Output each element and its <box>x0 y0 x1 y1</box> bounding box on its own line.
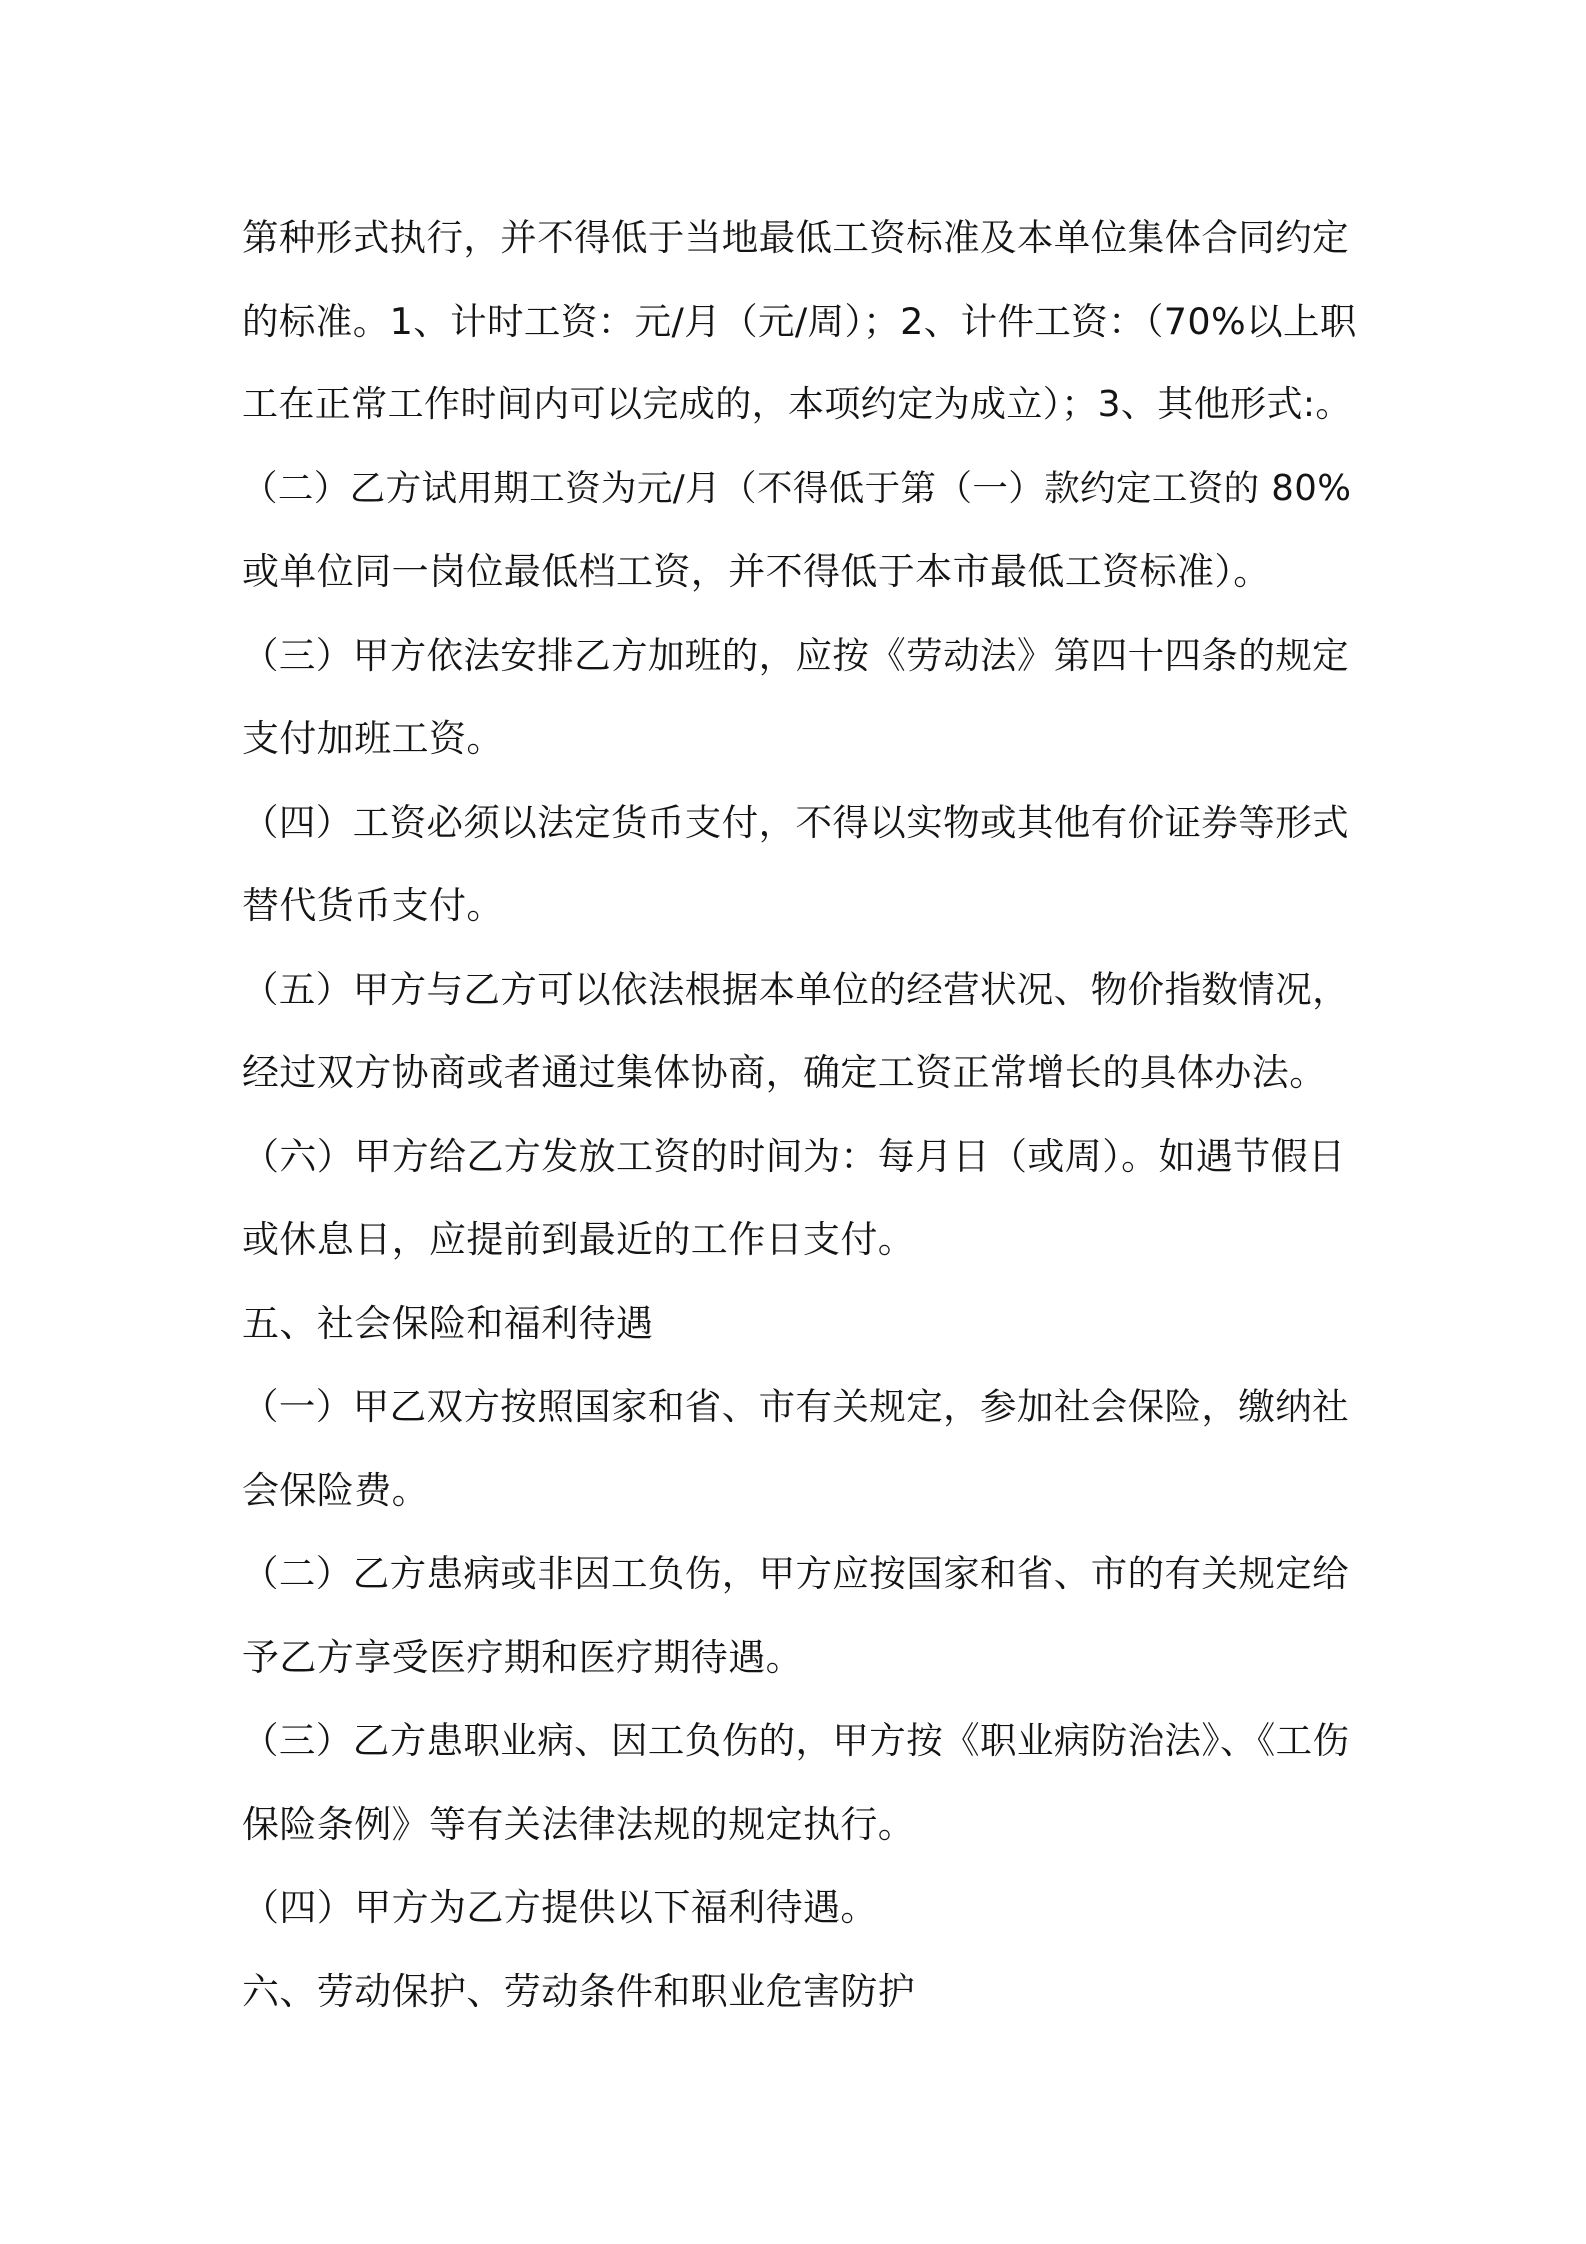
text-line: 工在正常工作时间内可以完成的，本项约定为成立）；3、其他形式:。 <box>242 384 1352 425</box>
document-body <box>242 196 1362 2033</box>
text-line: 予乙方享受医疗期和医疗期待遇。 <box>242 1635 803 1679</box>
text-line: （五）甲方与乙方可以依法根据本单位的经营状况、物价指数情况， <box>242 967 1349 1011</box>
text-line: 或单位同一岗位最低档工资，并不得低于本市最低工资标准）。 <box>242 550 1271 593</box>
text-line: （二）乙方试用期工资为元/月（不得低于第（一）款约定工资的 80% <box>242 467 1352 509</box>
text-line: 或休息日，应提前到最近的工作日支付。 <box>242 1218 916 1261</box>
text-line: （四）工资必须以法定货币支付，不得以实物或其他有价证券等形式 <box>242 800 1349 844</box>
section-heading: 五、社会保险和福利待遇 <box>242 1301 654 1345</box>
text-line: （三）乙方患职业病、因工负伤的，甲方按《职业病防治法》、《工伤 <box>242 1719 1350 1762</box>
text-line: 替代货币支付。 <box>242 884 504 927</box>
text-line: 第种形式执行，并不得低于当地最低工资标准及本单位集体合同约定 <box>242 216 1349 259</box>
text-line: （一）甲乙双方按照国家和省、市有关规定，参加社会保险，缴纳社 <box>242 1385 1349 1428</box>
text-line: （二）乙方患病或非因工负伤，甲方应按国家和省、市的有关规定给 <box>242 1552 1349 1595</box>
text-line: 经过双方协商或者通过集体协商，确定工资正常增长的具体办法。 <box>242 1051 1327 1094</box>
text-line: （六）甲方给乙方发放工资的时间为：每月日（或周）。如遇节假日 <box>242 1134 1346 1178</box>
text-line: （四）甲方为乙方提供以下福利待遇。 <box>242 1886 878 1929</box>
section-heading: 六、劳动保护、劳动条件和职业危害防护 <box>242 1969 916 2013</box>
text-line: 会保险费。 <box>242 1468 429 1512</box>
text-line: 保险条例》等有关法律法规的规定执行。 <box>242 1802 916 1846</box>
text-line: 的标准。1、计时工资：元/月（元/周）；2、计件工资：（70%以上职 <box>242 299 1357 343</box>
text-line: 支付加班工资。 <box>242 717 504 760</box>
text-line: （三）甲方依法安排乙方加班的，应按《劳动法》第四十四条的规定 <box>242 633 1349 677</box>
